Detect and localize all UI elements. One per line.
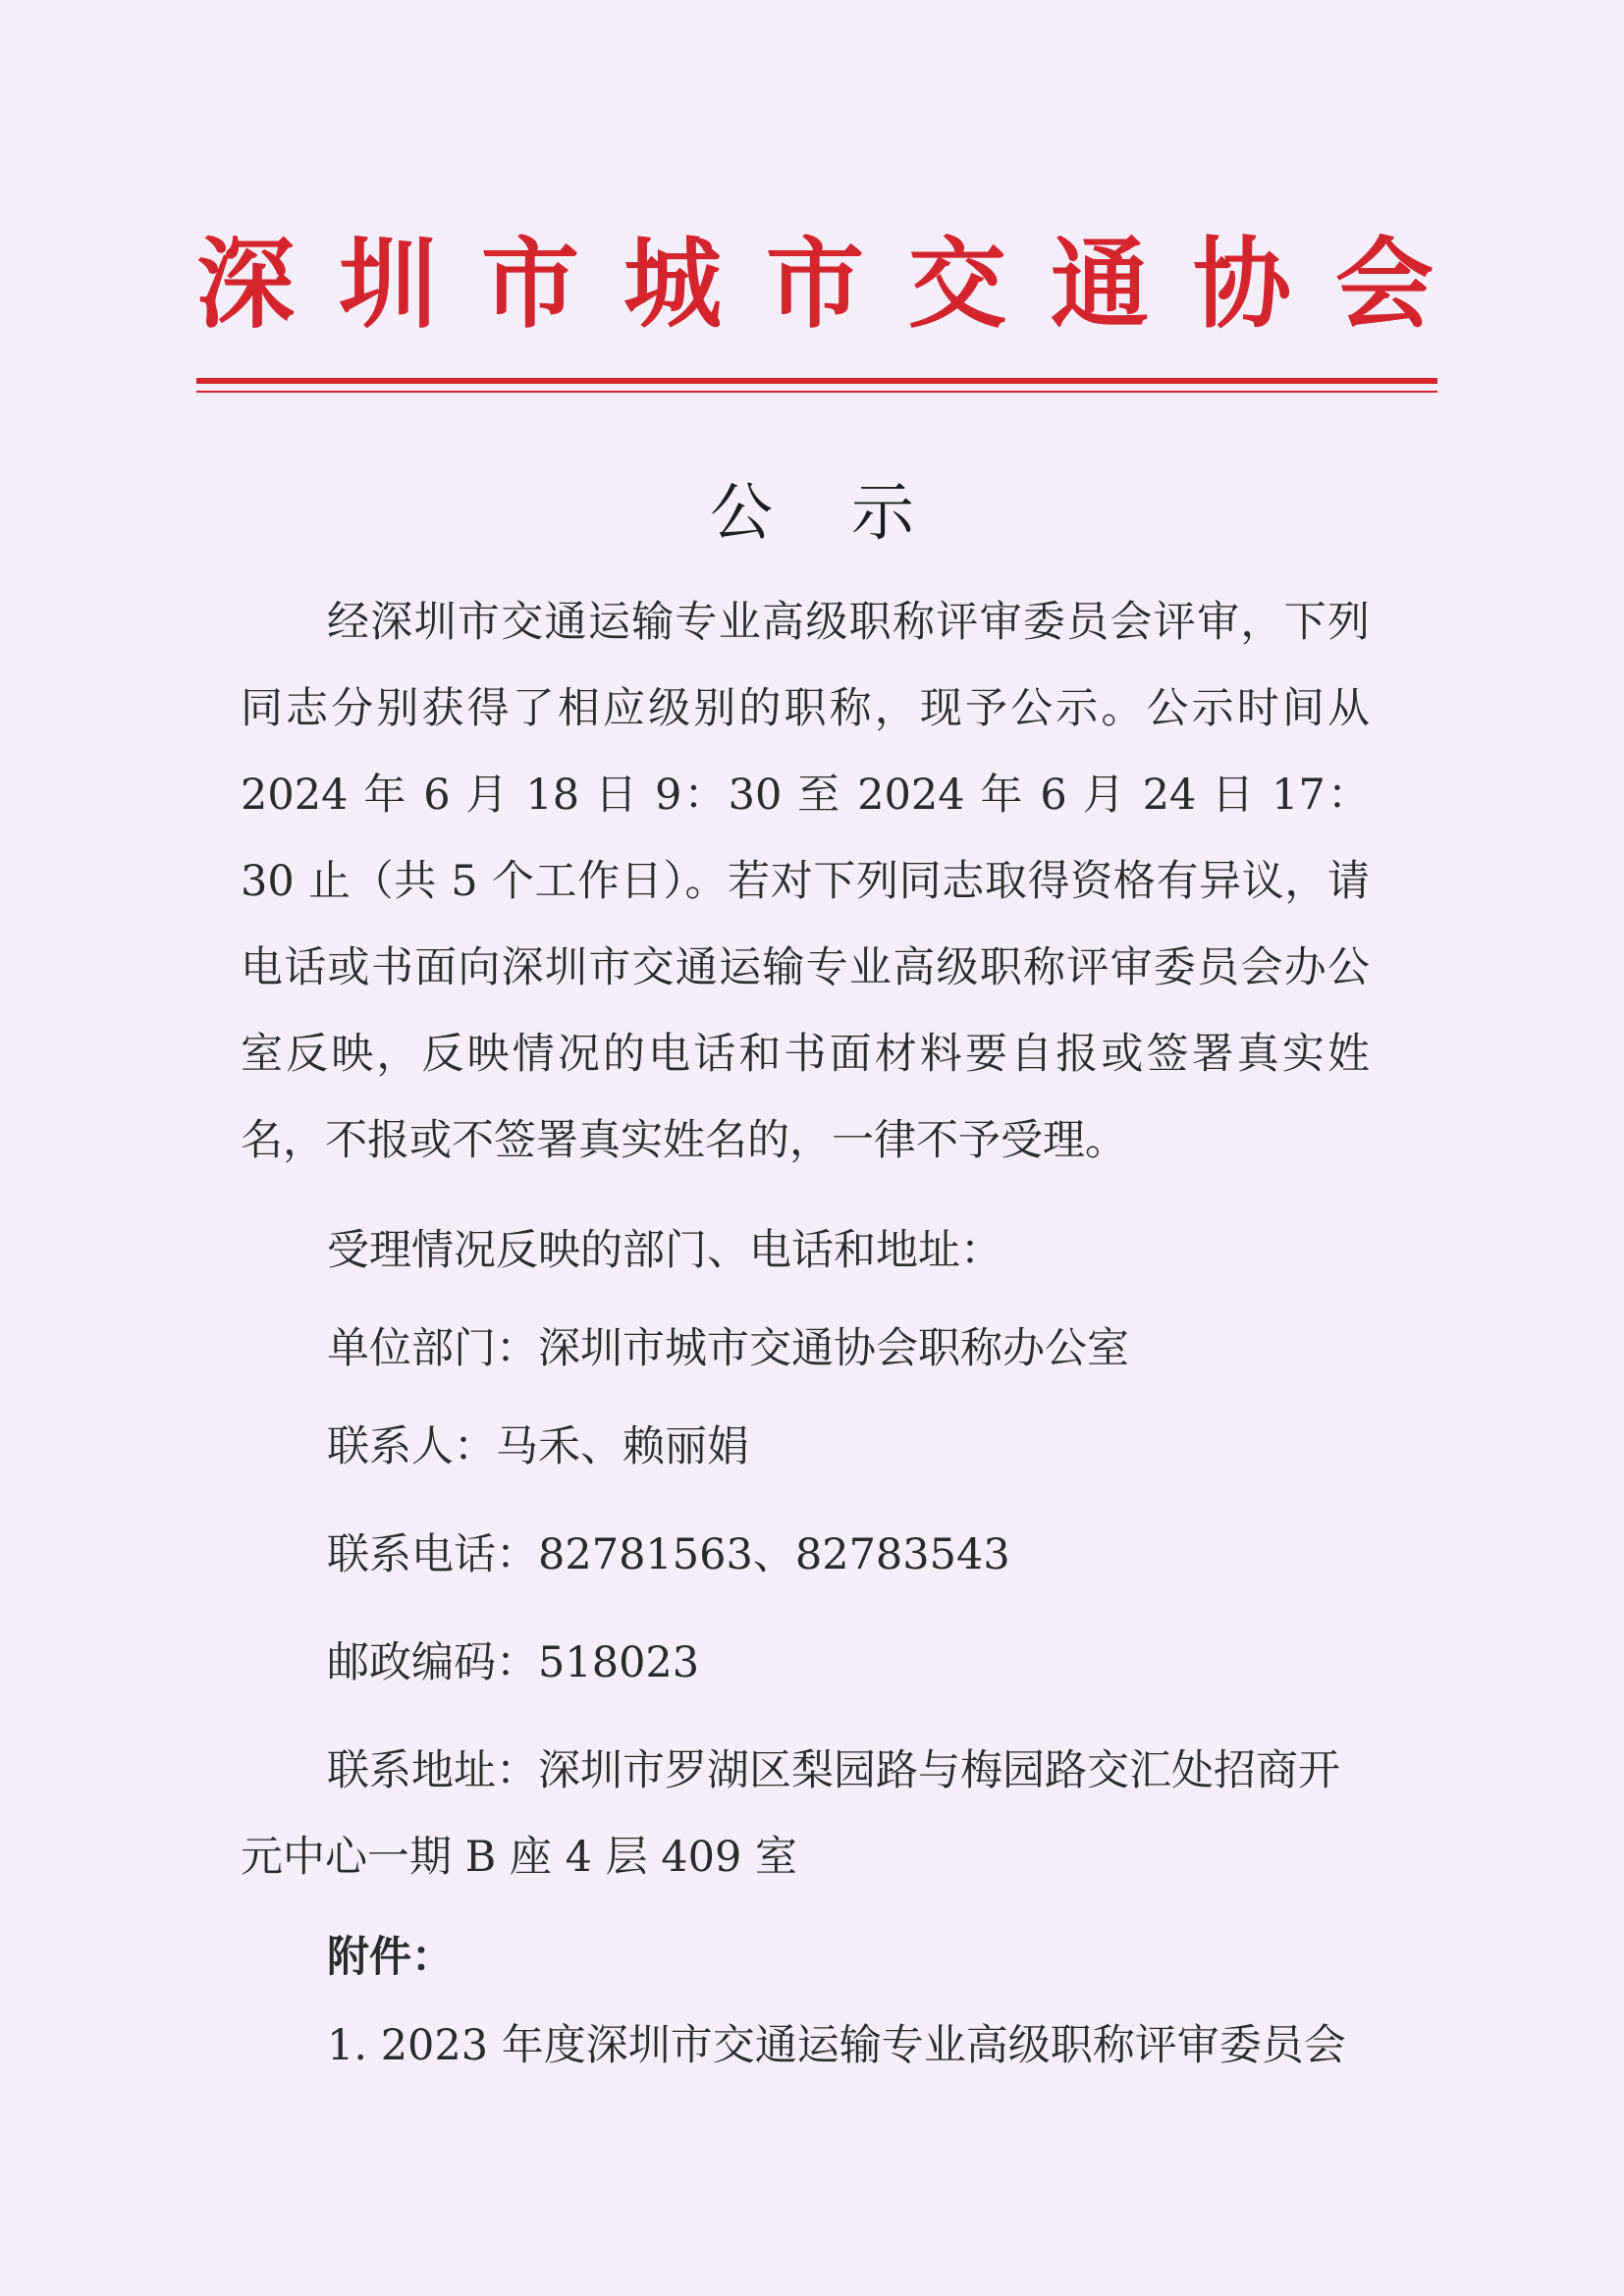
org-name-char: 通 [1051,227,1149,342]
org-name-header [196,221,1434,348]
intro-paragraph: 经深圳市交通运输专业高级职称评审委员会评审，下列同志分别获得了相应级别的职称，现予公示。公示时间从2024 年 6 月 18 日 9：30 至 2024 年 6 月 24 日 17：30 止（共 5 个工作日）。若对下列同志取得资格有异议，请电话或书面向深圳市交通运输专业高级职称评审委员会办公室反映，反映情况的电话和书面材料要自报或签署真实姓名，不报或不签署真实姓名的，一律不予受理。 [241,598,1370,1165]
org-name-char: 市 [481,227,579,342]
attachment-item: 1. 2023 年度深圳市交通运输专业高级职称评审委员会 [327,2021,1346,2070]
header-divider-thin [196,391,1437,393]
contact-heading: 受理情况反映的部门、电话和地址： [327,1226,1002,1275]
org-name-char: 城 [623,227,722,342]
attachment-label: 附件： [327,1933,454,1982]
org-name-char: 交 [908,227,1006,342]
notice-title: 公示 [710,477,993,550]
contact-person-line: 联系人：马禾、赖丽娟 [327,1422,749,1471]
address-line-2: 元中心一期 B 座 4 层 409 室 [241,1833,798,1882]
department-line: 单位部门：深圳市城市交通协会职称办公室 [327,1324,1129,1373]
org-name-char: 会 [1335,227,1434,342]
phone-line: 联系电话：82781563、82783543 [327,1530,1010,1579]
org-name-char: 市 [766,227,864,342]
address-line-1: 联系地址：深圳市罗湖区梨园路与梅园路交汇处招商开 [327,1746,1340,1795]
org-name-char: 协 [1193,227,1291,342]
org-name-char: 圳 [339,227,437,342]
header-divider-thick [196,378,1437,384]
postcode-line: 邮政编码：518023 [327,1638,700,1687]
org-name-char: 深 [196,227,295,342]
